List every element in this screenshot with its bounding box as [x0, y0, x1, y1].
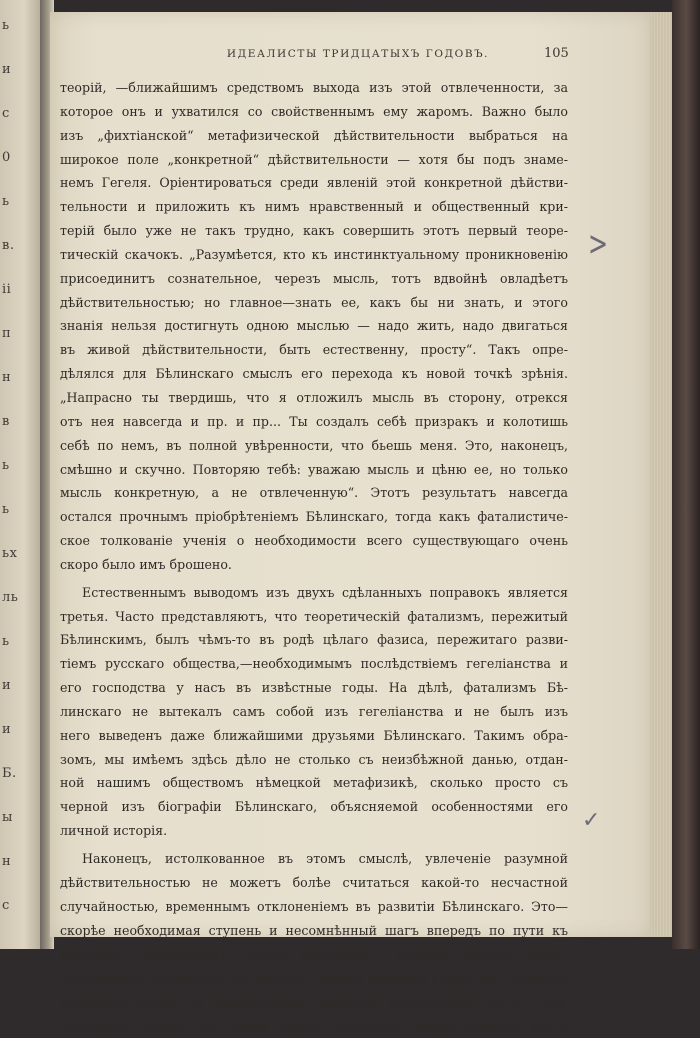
pencil-check-icon: ✓ — [582, 808, 601, 833]
text-line: мысль конкретную, а не отвлеченную“. Этотъ результатъ навсегда — [60, 485, 568, 501]
text-line: тельности и приложить къ нимъ нравственный и общественный кри- — [60, 199, 568, 215]
page-number: 105 — [544, 46, 569, 61]
running-head: ИДЕАЛИСТЫ ТРИДЦАТЫХЪ ГОДОВЪ. — [226, 48, 490, 60]
text-line: зомъ, мы имѣемъ здѣсь дѣло не столько съ неизбѣжной данью, отдан- — [60, 751, 568, 767]
text-line: терій было уже не такъ трудно, какъ совершить этотъ первый теоре- — [60, 223, 568, 239]
text-line: Наконецъ, истолкованное въ этомъ смыслѣ, увлеченіе разумной — [82, 851, 568, 866]
facing-page-fragment: с — [2, 106, 10, 121]
facing-page-edge — [0, 0, 40, 949]
text-line: линскаго не вытекалъ самъ собой изъ гегеліанства и не былъ изъ — [60, 703, 568, 719]
text-line: теорій, —ближайшимъ средствомъ выхода изъ этой отвлеченности, за — [60, 80, 568, 95]
text-line: широкое поле „конкретной“ дѣйствительности — хотя бы подъ знаме- — [60, 151, 568, 167]
facing-page-fragment: ь — [2, 194, 10, 209]
text-line: дѣйствительностью не можетъ болѣе считаться какой-то несчастной — [60, 874, 568, 890]
pencil-margin-mark: > — [588, 224, 609, 264]
text-line: душевной борьбы за міровоззрѣніе, наиболѣе подходившее къ его пси- — [60, 994, 568, 1010]
text-line: присоединитъ сознательное, черезъ мысль, тотъ вдвойнѣ овладѣетъ — [60, 270, 568, 286]
facing-page-fragment: н — [2, 854, 12, 869]
text-line: знанія нельзя достигнуть одною мыслью — надо жить, надо двигаться — [60, 318, 568, 334]
facing-page-fragment: ь — [2, 502, 10, 517]
facing-page-fragment: Б. — [2, 766, 17, 781]
facing-page-fragment: ь — [2, 18, 10, 33]
facing-page-fragment: ь — [2, 458, 10, 473]
facing-page-fragment: ь — [2, 634, 10, 649]
text-line: въ живой дѣйствительности, быть естественну, просту“. Такъ опре- — [60, 342, 568, 358]
text-line: него выведенъ даже ближайшими друзьями Бѣлинскаго. Такимъ обра- — [60, 727, 568, 743]
text-line: остался прочнымъ пріобрѣтеніемъ Бѣлинскаго, тогда какъ фаталистиче- — [60, 509, 568, 525]
page-block-edge — [650, 12, 672, 937]
text-line: ной нашимъ обществомъ нѣмецкой метафизикѣ, сколько просто съ — [60, 775, 568, 791]
text-line: тическій скачокъ. „Разумѣется, кто къ инстинктуальному проникновенію — [60, 246, 568, 262]
facing-page-fragment: в. — [2, 238, 15, 253]
text-line: изъ „фихтіанской“ метафизической дѣйствительности выбраться на — [60, 127, 568, 143]
text-line: реализму позднѣйшихъ годовъ Бѣлинскаго: первый зрѣлый плодъ, — [60, 946, 568, 962]
text-line: „Напрасно ты твердишь, что я отложилъ мысль въ сторону, отрекся — [60, 389, 568, 405]
facing-page-fragment: с — [2, 898, 10, 913]
text-line: скорѣе необходимая ступень и несомнѣнный шагъ впередъ по пути къ — [60, 922, 568, 938]
text-line: которое онъ и ухватился со свойственнымъ ему жаромъ. Важно было — [60, 103, 568, 119]
text-line: тіемъ русскаго общества,—необходимымъ послѣдствіемъ гегеліанства и — [60, 656, 568, 672]
text-line: ское толкованіе ученія о необходимости всего существующаго очень — [60, 533, 568, 549]
facing-page-fragment: и — [2, 62, 12, 77]
facing-page-fragment: 0 — [2, 150, 11, 165]
facing-page-fragment: и — [2, 722, 12, 737]
text-line: смѣшно и скучно. Повторяю тебѣ: уважаю мысль и цѣню ее, но только — [60, 461, 568, 477]
text-line: случайностью, временнымъ отклоненіемъ въ развитіи Бѣлинскаго. Это— — [60, 898, 568, 914]
book-cover — [672, 0, 700, 949]
body-text — [60, 76, 568, 1038]
text-line: его господства у насъ въ извѣстные годы. На дѣлѣ, фатализмъ Бѣ- — [60, 680, 568, 696]
text-line: себѣ по немъ, въ полной увѣренности, что бьешь меня. Это, наконецъ, — [60, 437, 568, 453]
facing-page-fragment: ы — [2, 810, 13, 825]
text-line: скоро было имъ брошено. — [60, 556, 232, 572]
text-line: черной изъ біографіи Бѣлинскаго, объясняемой особенностями его — [60, 799, 568, 815]
text-line: немъ Гегеля. Оріентироваться среди явленій этой конкретной дѣйстви- — [60, 175, 568, 191]
text-line: отъ нея навсегда и пр. и пр... Ты создалъ себѣ призракъ и колотишь — [60, 413, 568, 429]
text-line: Бѣлинскимъ, былъ чѣмъ-то въ родѣ цѣлаго фазиса, пережитаго разви- — [60, 632, 568, 648]
text-line: дѣйствительностью; но главное—знать ее, какъ бы ни знать, и этого — [60, 294, 568, 310]
text-line: органически созданный его жизнью; первый прочный результатъ тяжелой — [60, 970, 568, 986]
facing-page-fragment: н — [2, 370, 12, 385]
text-line: личной исторія. — [60, 823, 168, 839]
facing-page-fragment: п — [2, 326, 12, 341]
text-line: дѣлялся для Бѣлинскаго смыслъ его перехода къ новой точкѣ зрѣнія. — [60, 366, 568, 382]
facing-page-fragment: в — [2, 414, 10, 429]
facing-page-fragment: и — [2, 678, 12, 693]
text-line: Естественнымъ выводомъ изъ двухъ сдѣланныхъ поправокъ является — [82, 584, 568, 600]
facing-page-fragment: ль — [2, 590, 19, 605]
text-line: хическому складу. Въ своей теоріи Бѣлинскій только подвелъ итоги — [60, 1017, 568, 1033]
facing-page-fragment: ii — [2, 282, 12, 297]
text-line: третья. Часто представляютъ, что теоретическій фатализмъ, пережитый — [60, 608, 568, 624]
facing-page-fragment: ьх — [2, 546, 18, 561]
